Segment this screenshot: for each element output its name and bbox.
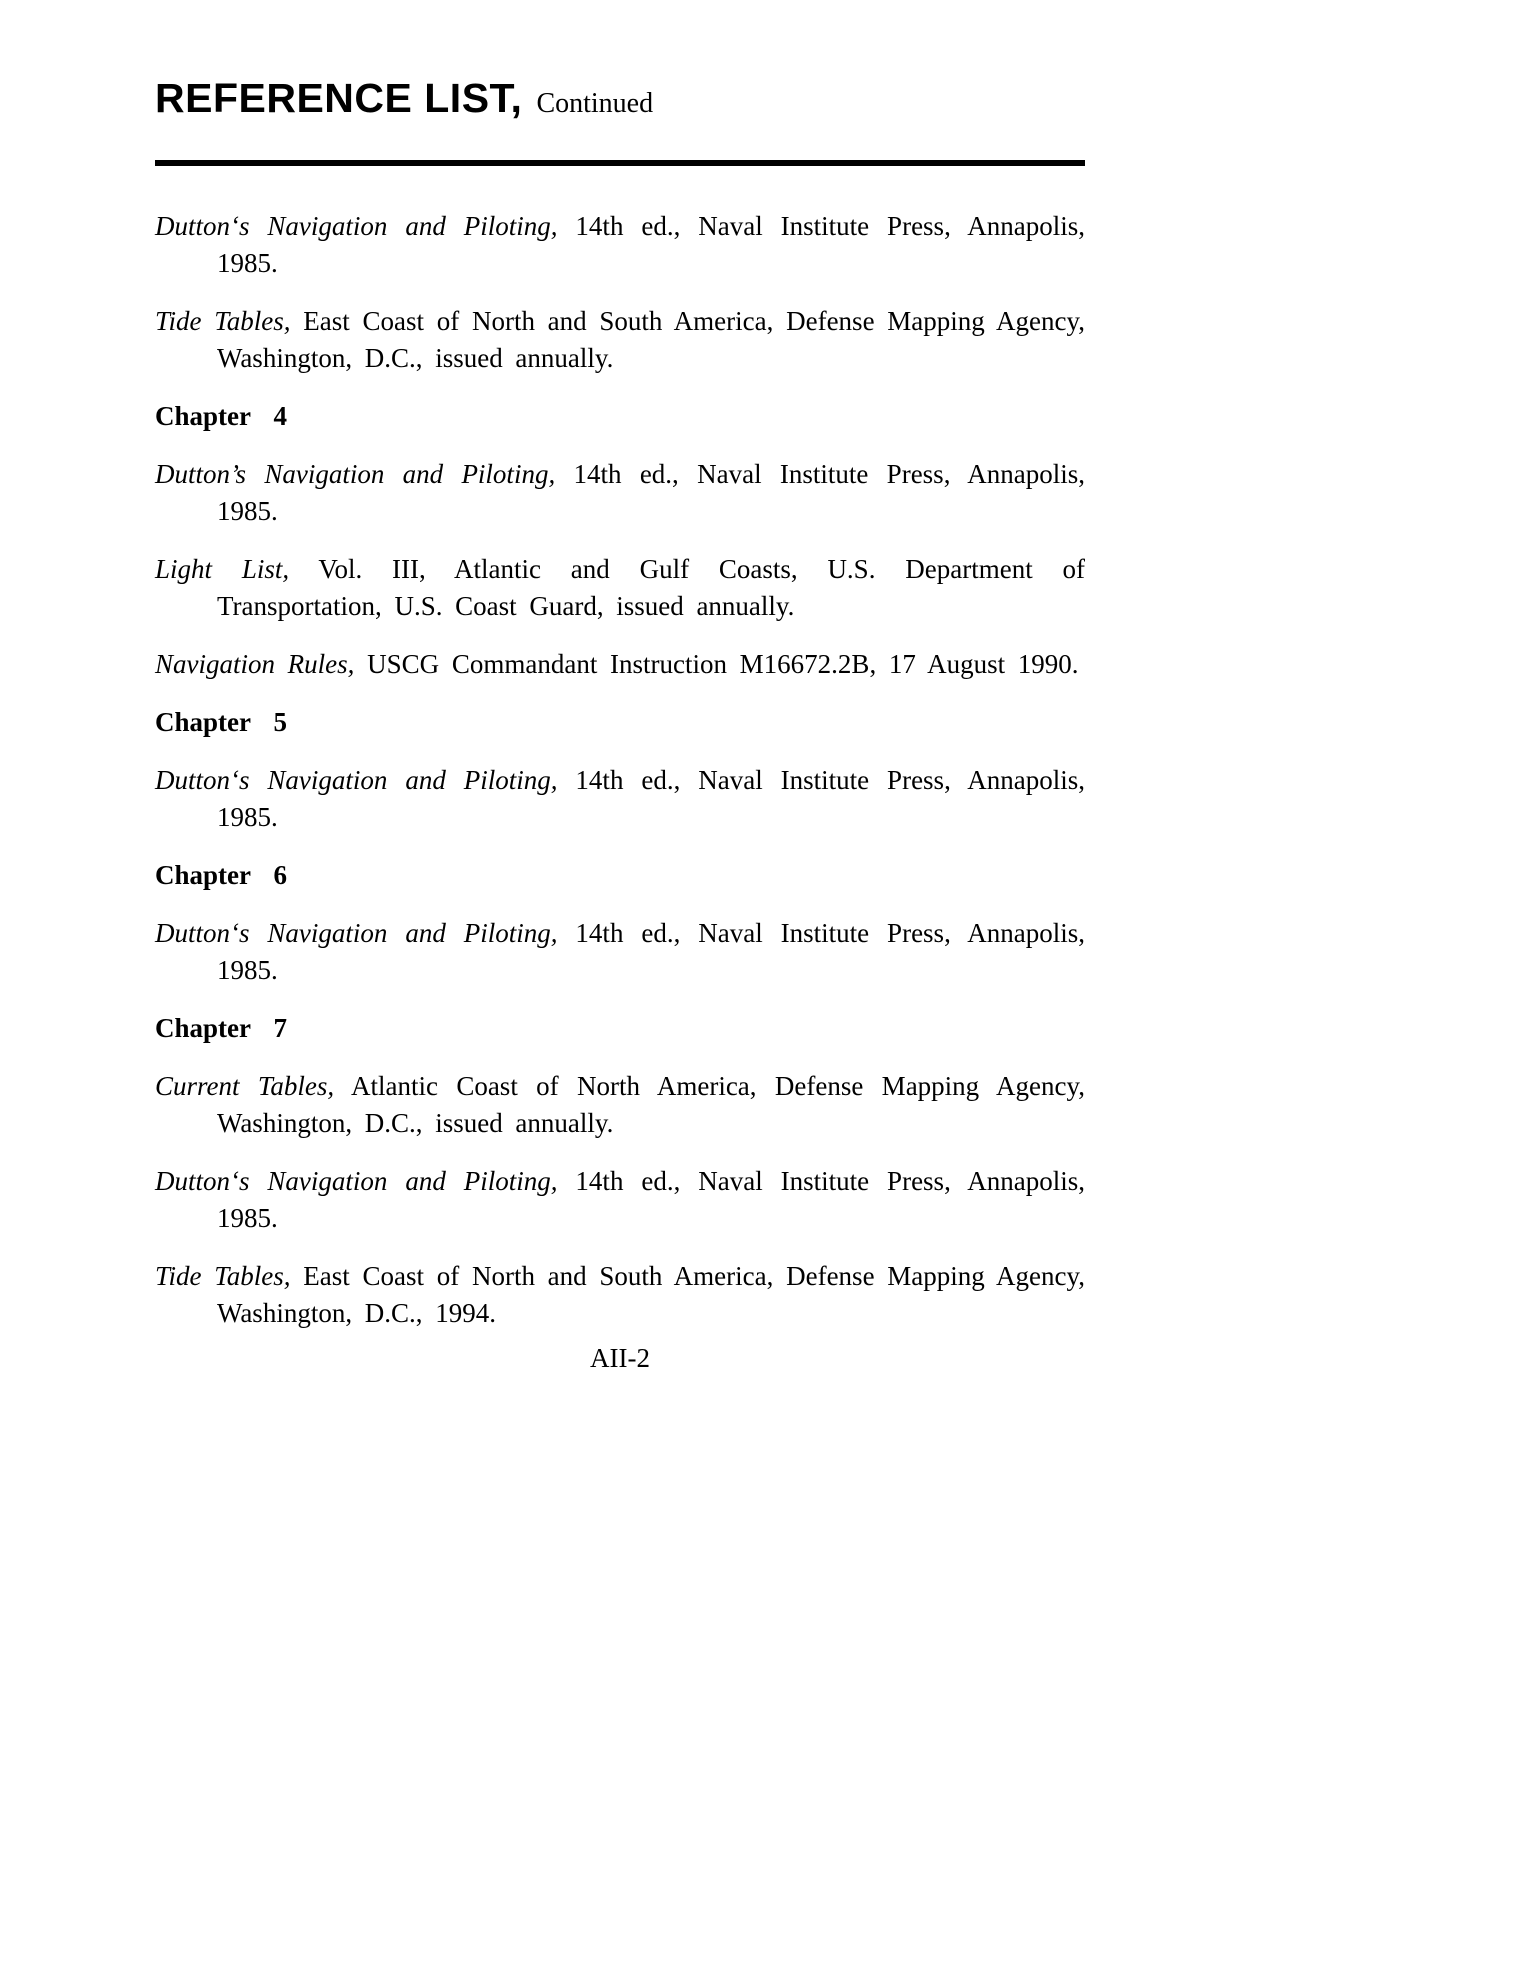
- header-rule: [155, 160, 1085, 166]
- reference-entry: [155, 915, 1085, 989]
- reference-text: 14th ed., Naval Institute Press, Annapolis, 1985.: [217, 211, 1085, 278]
- reference-title: Dutton‘s Navigation and Piloting,: [155, 765, 558, 795]
- reference-text: 14th ed., Naval Institute Press, Annapolis, 1985.: [217, 1166, 1085, 1233]
- page-header: [155, 75, 1085, 122]
- reference-list: [155, 208, 1085, 1332]
- reference-text: East Coast of North and South America, Defense Mapping Agency, Washington, D.C., 1994.: [217, 1261, 1085, 1328]
- reference-entry: [155, 551, 1085, 625]
- reference-text: 14th ed., Naval Institute Press, Annapolis, 1985.: [217, 918, 1085, 985]
- chapter-heading: Chapter 6: [155, 860, 287, 890]
- reference-title: Dutton‘s Navigation and Piloting,: [155, 918, 558, 948]
- reference-entry: [155, 1258, 1085, 1332]
- page-content: [155, 75, 1085, 1353]
- chapter-heading: Chapter 7: [155, 1013, 287, 1043]
- reference-title: Current Tables,: [155, 1071, 335, 1101]
- reference-entry: [155, 303, 1085, 377]
- reference-title: Tide Tables,: [155, 306, 291, 336]
- reference-text: 14th ed., Naval Institute Press, Annapolis, 1985.: [217, 765, 1085, 832]
- reference-text: USCG Commandant Instruction M16672.2B, 17 August 1990.: [354, 649, 1079, 679]
- reference-entry: [155, 1163, 1085, 1237]
- reference-entry: [155, 1068, 1085, 1142]
- reference-text: Atlantic Coast of North America, Defense Mapping Agency, Washington, D.C., issued annually.: [217, 1071, 1085, 1138]
- page-subtitle: Continued: [536, 88, 654, 119]
- reference-title: Navigation Rules,: [155, 649, 355, 679]
- reference-title: Tide Tables,: [155, 1261, 291, 1291]
- reference-entry: [155, 456, 1085, 530]
- reference-entry: [155, 208, 1085, 282]
- reference-entry: [155, 762, 1085, 836]
- reference-text: East Coast of North and South America, Defense Mapping Agency, Washington, D.C., issued annually.: [217, 306, 1085, 373]
- reference-text: Vol. III, Atlantic and Gulf Coasts, U.S. Department of Transportation, U.S. Coast Guard, issued annually.: [217, 554, 1085, 621]
- reference-text: 14th ed., Naval Institute Press, Annapolis, 1985.: [217, 459, 1086, 526]
- reference-title: Dutton’s Navigation and Piloting,: [155, 459, 556, 489]
- reference-title: Dutton‘s Navigation and Piloting,: [155, 1166, 558, 1196]
- page-title: REFERENCE LIST,: [155, 75, 523, 121]
- chapter-heading: Chapter 4: [155, 401, 287, 431]
- chapter-heading: Chapter 5: [155, 707, 287, 737]
- page-number: AII-2: [590, 1343, 650, 1373]
- reference-entry: [155, 646, 1085, 683]
- reference-title: Dutton‘s Navigation and Piloting,: [155, 211, 558, 241]
- reference-title: Light List,: [155, 554, 290, 584]
